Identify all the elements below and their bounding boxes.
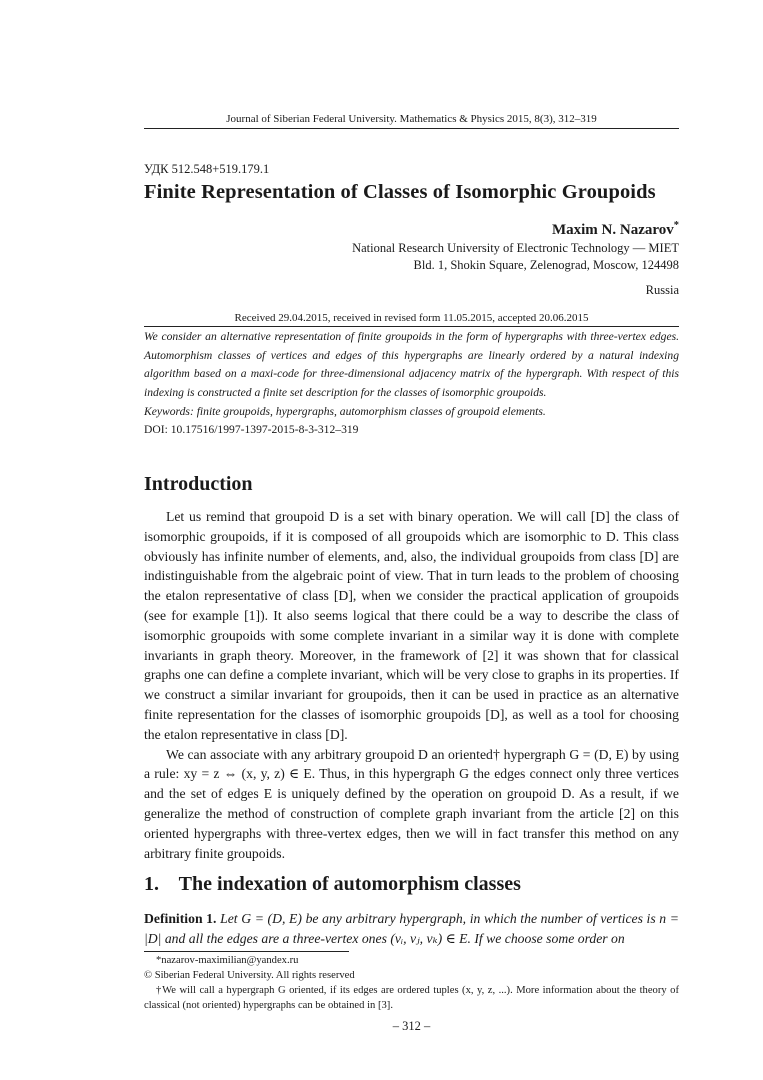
affiliation-line: Bld. 1, Shokin Square, Zelenograd, Moscow, 124498 — [413, 258, 679, 272]
definition-1 — [144, 909, 679, 949]
footnote-email: *nazarov-maximilian@yandex.ru — [156, 954, 299, 966]
keywords: Keywords: finite groupoids, hypergraphs, automorphism classes of groupoid elements. — [144, 405, 546, 418]
page-column — [144, 0, 679, 1054]
footnotes — [144, 953, 679, 1013]
footnote-copyright: © Siberian Federal University. All rights reserved — [144, 969, 355, 981]
footnote-dagger: †We will call a hypergraph G oriented, if its edges are ordered tuples (x, y, z, ...). More information about the theory of classical (not oriented) hypergraphs can be obtained in [3]. — [144, 984, 679, 1011]
affiliation-line: Russia — [645, 283, 679, 297]
author-footnote-mark: * — [673, 220, 679, 231]
affiliation-line: National Research University of Electronic Technology — MIET — [352, 241, 679, 255]
doi: DOI: 10.17516/1997-1397-2015-8-3-312–319 — [144, 423, 359, 436]
affiliation — [144, 240, 679, 299]
running-header: Journal of Siberian Federal University. Mathematics & Physics 2015, 8(3), 312–319 — [226, 113, 597, 125]
author-name — [144, 221, 679, 239]
received-dates: Received 29.04.2015, received in revised form 11.05.2015, accepted 20.06.2015 — [234, 312, 589, 324]
footnote-rule — [144, 951, 349, 952]
header-rule — [144, 128, 679, 129]
section-heading-1: 1. The indexation of automorphism classes — [144, 873, 521, 896]
definition-label: Definition 1. — [144, 911, 217, 927]
paragraph: Let us remind that groupoid D is a set with binary operation. We will call [D] the class of isomorphic groupoids, if it is composed of all groupoids which are isomorphic to D. This class obviously has infinite number of elements, and, also, the individual groupoids from class [D] are indistinguishable from the algebraic point of view. That in turn leads to the problem of choosing the etalon representative of class [D], when we consider the practical application of groupoids (see for example [1]). It also seems logical that there could be a way to describe the class of isomorphic groupoids with some complete invariant in a similar way it is done with complete invariants in graph theory. Moreover, in the framework of [2] it was shown that for classical graphs one can define a complete invariant, which will be very close to graphs in its properties. If we construct a similar invariant for groupoids, then it can be used in practice as an alternative finite representation for the classes of isomorphic groupoids [D], as well as a tool for choosing the etalon representative in class [D]. — [144, 509, 679, 742]
abstract-rule — [144, 326, 679, 327]
section-heading-introduction: Introduction — [144, 473, 253, 495]
paper-title: Finite Representation of Classes of Isomorphic Groupoids — [144, 181, 656, 203]
page-number: – 312 – — [392, 1018, 431, 1033]
udk-code: УДК 512.548+519.179.1 — [144, 162, 270, 176]
abstract: We consider an alternative representation of finite groupoids in the form of hypergraphs with three-vertex edges. Automorphism classes of vertices and edges of this hypergraphs are linearly ordered by a natural indexing algorithm based on a maxi-code for three-dimensional adjacency matrix of the hypergraph. With respect of this indexing is constructed a finite set description for the classes of isomorphic groupoids. — [144, 330, 679, 399]
introduction-body — [144, 507, 679, 863]
author-name-text: Maxim N. Nazarov — [551, 222, 674, 238]
paragraph: We can associate with any arbitrary groupoid D an oriented† hypergraph G = (D, E) by using a rule: xy = z ⇔ (x, y, z) ∈ E. Thus, in this hypergraph G the edges connect only three vertices and the set of edges E is uniquely defined by the operation on groupoid D. As a result, if we generalize the method of construction of complete graph invariant from the article [2] on this oriented hypergraphs with three-vertex edges, then we will in fact transfer this method on any arbitrary finite groupoids. — [144, 746, 679, 861]
definition-text: Let G = (D, E) be any arbitrary hypergraph, in which the number of vertices is n = |D| and all the edges are a three-vertex ones (vᵢ, vⱼ, vₖ) ∈ E. If we choose some order on — [144, 911, 679, 947]
